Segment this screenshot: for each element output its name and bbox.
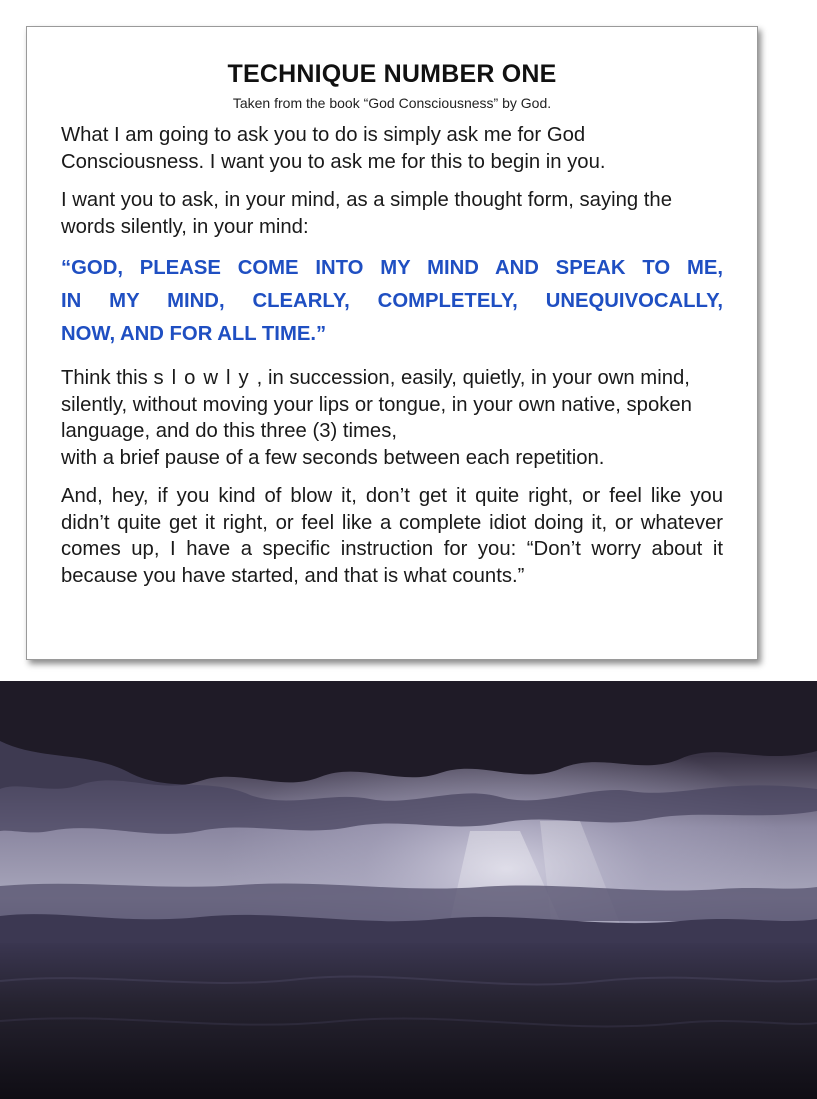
prayer-line-1: “GOD, PLEASE COME INTO MY MIND AND SPEAK TO ME, — [61, 257, 723, 279]
technique-card — [26, 26, 758, 660]
card-subtitle: Taken from the book “God Consciousness” by God. — [232, 95, 552, 111]
card-title: TECHNIQUE NUMBER ONE — [227, 60, 557, 88]
slowly-after: , in succession, easily, quietly, in your own mind, silently, without moving your lips or tongue, in your own native, spoken language, and do this three (3) times, — [61, 367, 692, 442]
slowly-before: Think this — [61, 367, 154, 389]
paragraph-slowly — [61, 365, 723, 471]
storm-clouds-photo — [0, 681, 817, 1099]
paragraph-intro: What I am going to ask you to do is simply ask me for God Consciousness. I want you to ask me for this to begin in you. — [61, 124, 606, 173]
prayer-line-3: NOW, AND FOR ALL TIME.” — [61, 323, 327, 345]
slowly-spaced-word: slowly — [153, 367, 257, 389]
slowly-line-end: with a brief pause of a few seconds between each repetition. — [61, 446, 605, 469]
prayer-text — [61, 252, 723, 351]
paragraph-instruction: I want you to ask, in your mind, as a simple thought form, saying the words silently, in your mind: — [61, 189, 672, 238]
storm-landscape-image — [0, 681, 817, 1099]
prayer-line-2: IN MY MIND, CLEARLY, COMPLETELY, UNEQUIVOCALLY, — [61, 290, 723, 312]
paragraph-reassurance: And, hey, if you kind of blow it, don’t get it quite right, or feel like you didn’t quite get it right, or feel like a complete idiot doing it, or whatever comes up, I have a specific instruction for you: “Don’t worry about it because you have started, and that is what counts.” — [61, 485, 723, 587]
